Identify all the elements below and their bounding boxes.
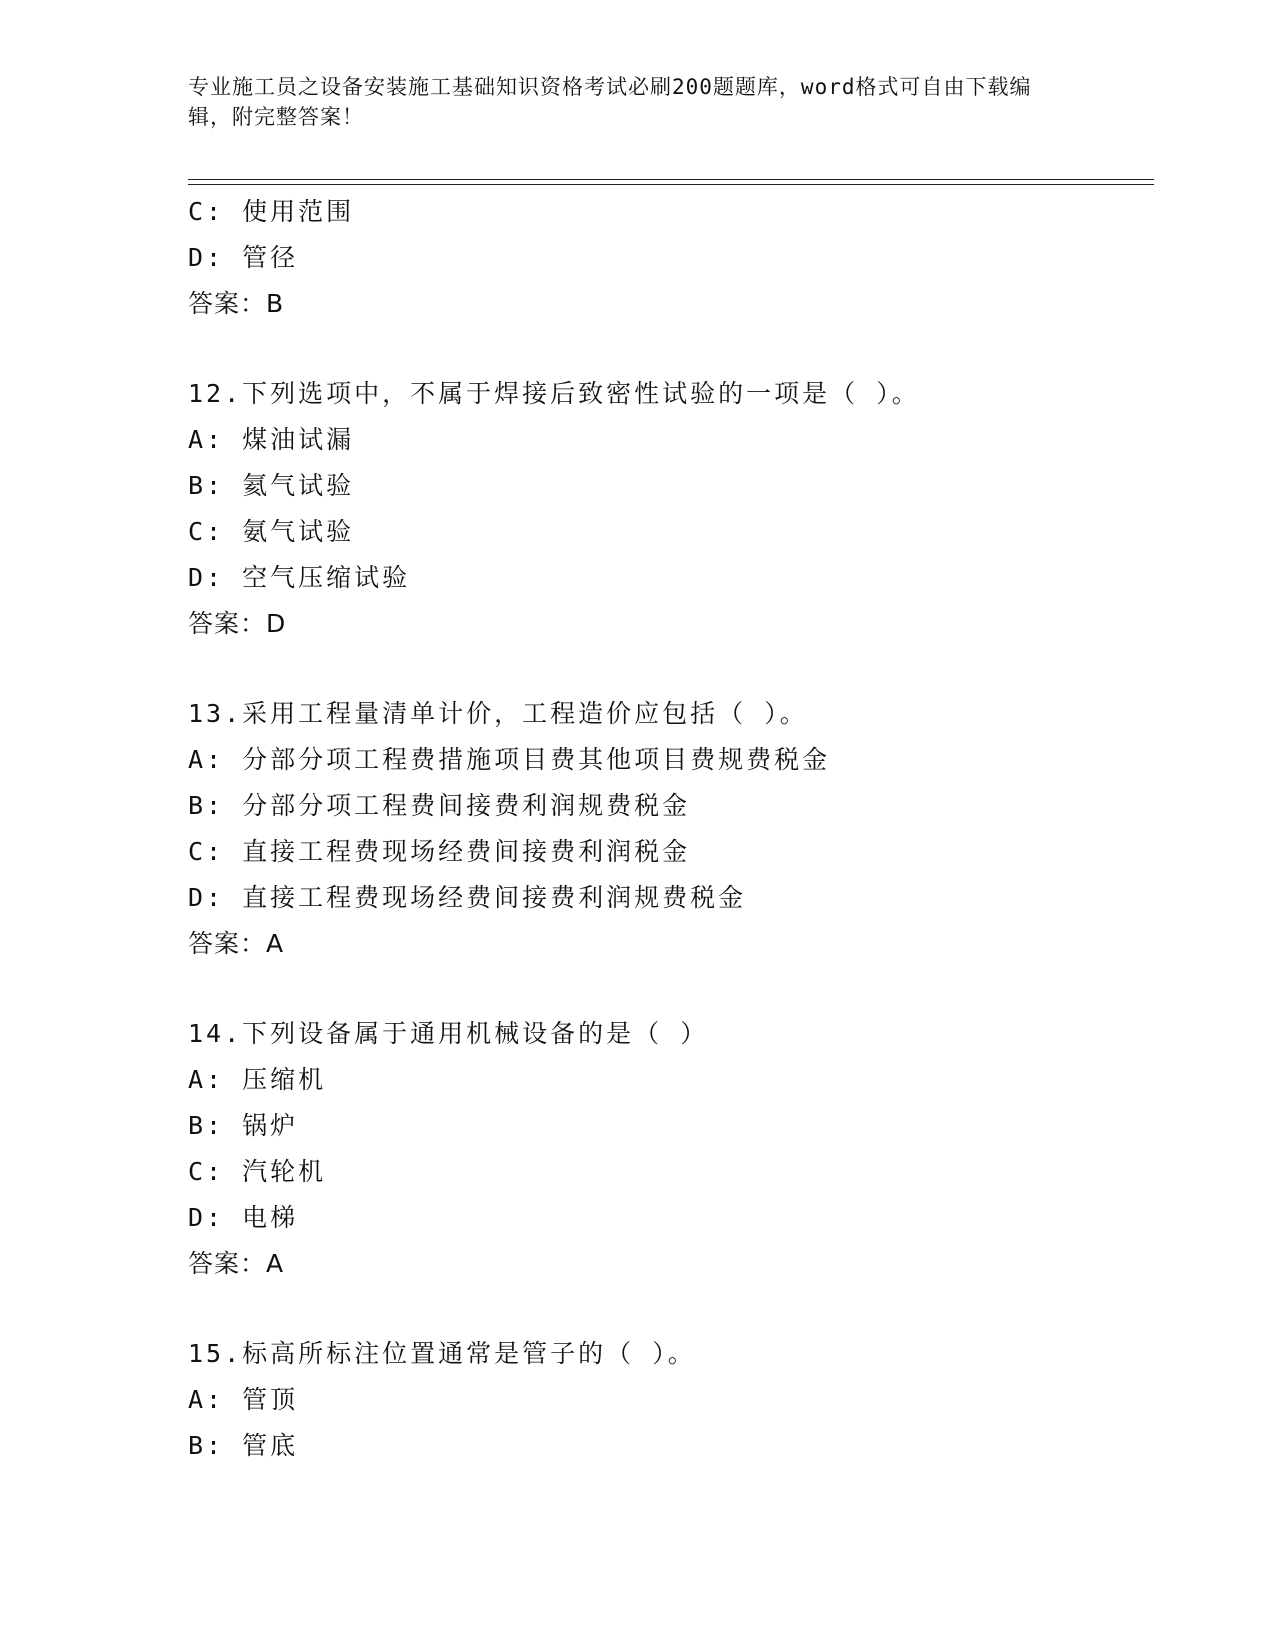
header-rule-top	[188, 179, 1154, 180]
question-stem: 13.采用工程量清单计价，工程造价应包括（ ）。	[188, 699, 808, 728]
document-header: 专业施工员之设备安装施工基础知识资格考试必刷200题题库，word格式可自由下载编辑，附完整答案！	[188, 75, 1032, 129]
answer: 答案：A	[188, 929, 285, 958]
option-d: D: 空气压缩试验	[188, 563, 411, 592]
answer: 答案：A	[188, 1249, 285, 1278]
question-list	[188, 189, 1154, 1469]
option-a: A: 管顶	[188, 1385, 299, 1414]
option-c: C: 氨气试验	[188, 517, 355, 546]
answer: 答案：B	[188, 289, 285, 318]
option-b: B: 氦气试验	[188, 471, 355, 500]
question-stem: 15.标高所标注位置通常是管子的（ ）。	[188, 1339, 696, 1368]
header-rule-bottom	[188, 184, 1154, 185]
option-c: C: 汽轮机	[188, 1157, 327, 1186]
option-c: C: 直接工程费现场经费间接费利润税金	[188, 837, 691, 866]
question-12	[188, 371, 1154, 647]
question-14	[188, 1011, 1154, 1287]
option-d: D: 直接工程费现场经费间接费利润规费税金	[188, 883, 747, 912]
partial-question	[188, 189, 1154, 327]
option-a: A: 分部分项工程费措施项目费其他项目费规费税金	[188, 745, 831, 774]
question-stem: 14.下列设备属于通用机械设备的是（ ）	[188, 1019, 709, 1048]
answer: 答案：D	[188, 609, 287, 638]
question-13	[188, 691, 1154, 967]
option-b: B: 锅炉	[188, 1111, 299, 1140]
option-b: B: 分部分项工程费间接费利润规费税金	[188, 791, 691, 820]
question-stem: 12.下列选项中，不属于焊接后致密性试验的一项是（ ）。	[188, 379, 920, 408]
option-b: B: 管底	[188, 1431, 299, 1460]
option-a: A: 压缩机	[188, 1065, 327, 1094]
option-d: D: 管径	[188, 243, 299, 272]
option-c: C: 使用范围	[188, 197, 355, 226]
question-15	[188, 1331, 1154, 1469]
option-d: D: 电梯	[188, 1203, 299, 1232]
option-a: A: 煤油试漏	[188, 425, 355, 454]
